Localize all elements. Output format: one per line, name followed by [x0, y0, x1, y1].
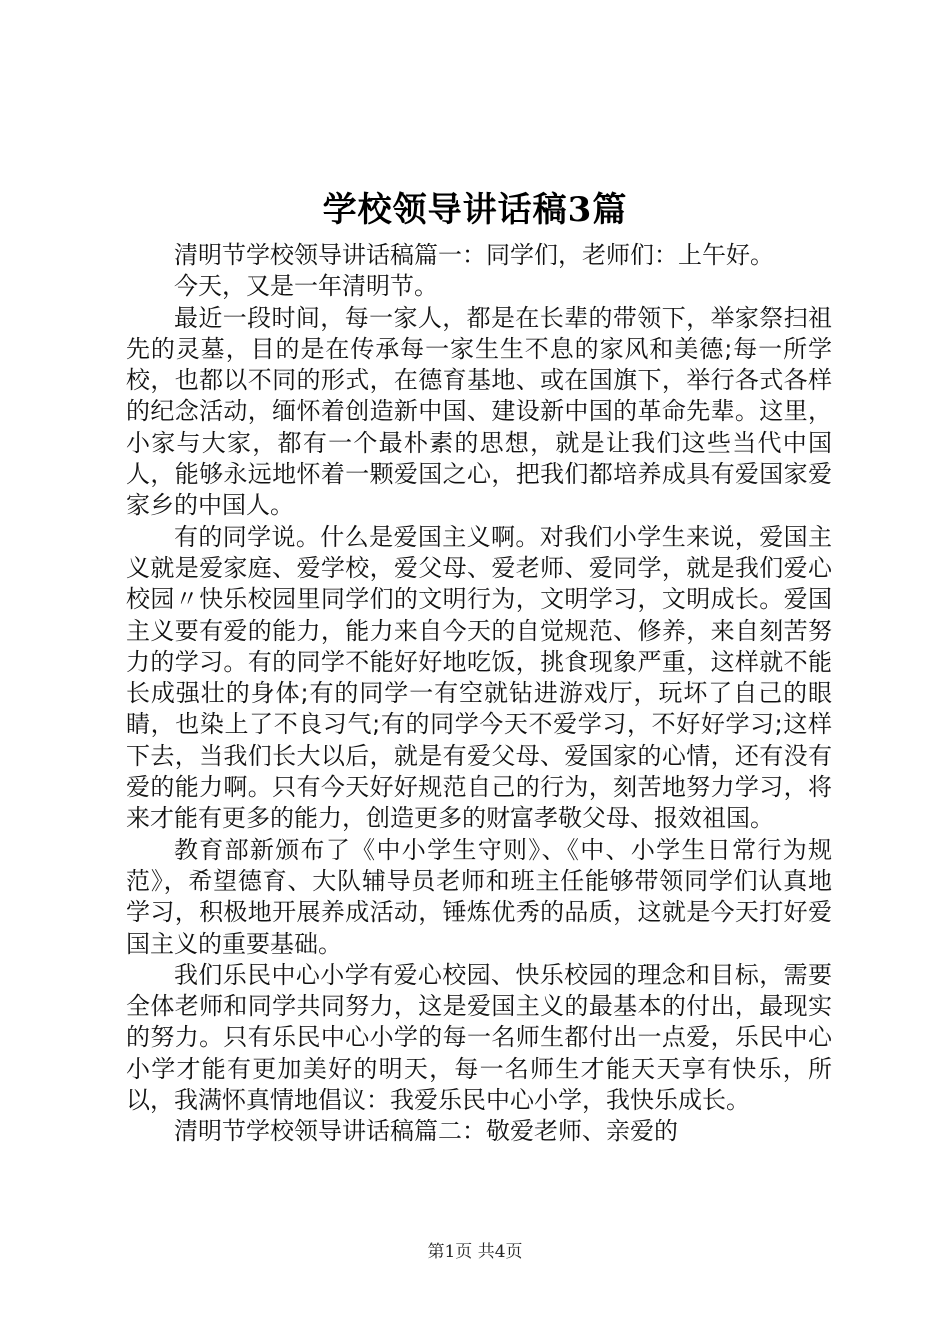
- paragraph: 我们乐民中心小学有爱心校园、快乐校园的理念和目标，需要全体老师和同学共同努力，这是爱国主义的最基本的付出，最现实的努力。只有乐民中心小学的每一名师生都付出一点爱，乐民中心小学才能有更加美好的明天，每一名师生才能天天享有快乐，所以，我满怀真情地倡议：我爱乐民中心小学，我快乐成长。: [126, 960, 832, 1115]
- document-title: 学校领导讲话稿3篇: [322, 190, 628, 230]
- paragraph: 清明节学校领导讲话稿篇一：同学们，老师们：上午好。: [174, 241, 774, 269]
- paragraph: 今天，又是一年清明节。: [174, 272, 438, 301]
- paragraph: 有的同学说。什么是爱国主义啊。对我们小学生来说，爱国主义就是爱家庭、爱学校，爱父母、爱老师、爱同学，就是我们爱心校园〃快乐校园里同学们的文明行为，文明学习，文明成长。爱国主义要有爱的能力，能力来自今天的自觉规范、修养，来自刻苦努力的学习。有的同学不能好好地吃饭，挑食现象严重，这样就不能长成强壮的身体;有的同学一有空就钻进游戏厅，玩坏了自己的眼睛，也染上了不良习气;有的同学今天不爱学习，不好好学习;这样下去，当我们长大以后，就是有爱父母、爱国家的心情，还有没有爱的能力啊。只有今天好好规范自己的行为，刻苦地努力学习，将来才能有更多的能力，创造更多的财富孝敬父母、报效祖国。: [126, 522, 832, 833]
- paragraph: 教育部新颁布了《中小学生守则》、《中、小学生日常行为规范》，希望德育、大队辅导员老师和班主任能够带领同学们认真地学习，积极地开展养成活动，锤炼优秀的品质，这就是今天打好爱国主义的重要基础。: [126, 835, 832, 958]
- paragraph: 最近一段时间，每一家人，都是在长辈的带领下，举家祭扫祖先的灵墓，目的是在传承每一家生生不息的家风和美德;每一所学校，也都以不同的形式，在德育基地、或在国旗下，举行各式各样的纪念活动，缅怀着创造新中国、建设新中国的革命先辈。这里，小家与大家，都有一个最朴素的思想，就是让我们这些当代中国人，能够永远地怀着一颗爱国之心，把我们都培养成具有爱国家爱家乡的中国人。: [126, 303, 832, 520]
- document-body: [126, 240, 832, 1148]
- page-number-footer: 第1页 共4页: [427, 1242, 523, 1262]
- paragraph: 清明节学校领导讲话稿篇二：敬爱老师、亲爱的: [174, 1117, 678, 1146]
